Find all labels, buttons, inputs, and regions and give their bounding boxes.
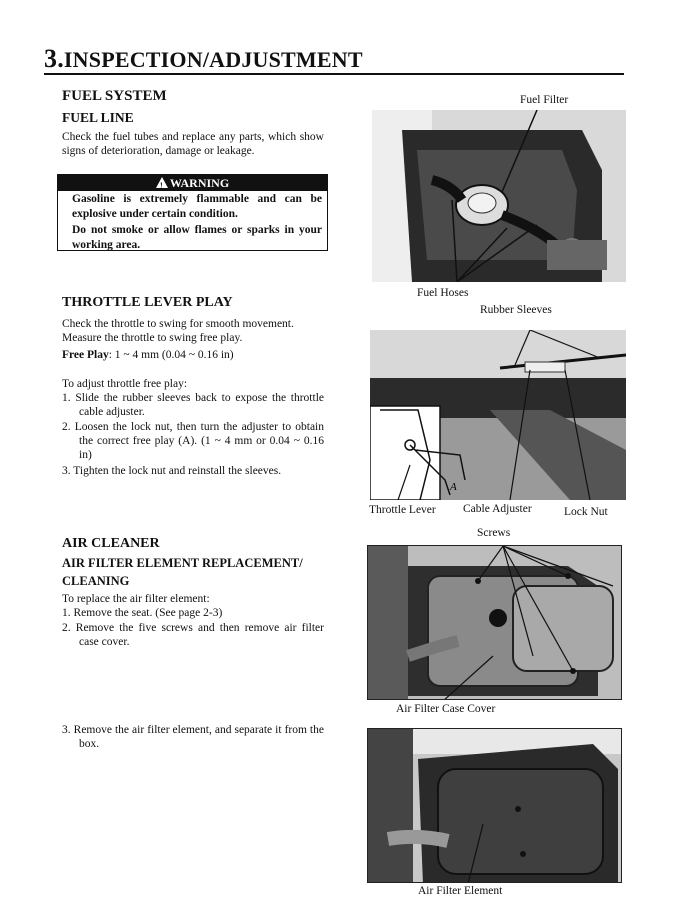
throttle-body: Check the throttle to swing for smooth movement. Measure the throttle to swing free play. — [62, 318, 294, 344]
free-play-a-mark: A — [450, 481, 457, 493]
free-play-value: : 1 ~ 4 mm (0.04 ~ 0.16 in) — [108, 349, 234, 361]
fuel-filter-label: Fuel Filter — [520, 94, 569, 106]
air-filter-case-cover-label: Air Filter Case Cover — [396, 703, 496, 715]
throttle-lever-label: Throttle Lever — [369, 504, 436, 516]
rubber-sleeves-label: Rubber Sleeves — [480, 304, 552, 316]
free-play-spec — [62, 348, 324, 362]
fuel-system-heading: FUEL SYSTEM — [62, 88, 167, 104]
warning-icon — [156, 177, 168, 188]
adjust-intro: To adjust throttle free play: — [62, 378, 188, 390]
air-filter-case-photo — [367, 545, 622, 700]
throttle-step-1: 1. Slide the rubber sleeves back to expose the throttle cable adjuster. — [62, 392, 324, 418]
air-filter-intro: To replace the air filter element: — [62, 593, 210, 605]
cable-adjuster-label: Cable Adjuster — [463, 503, 532, 515]
warning-text-1: Gasoline is extremely flammable and can be explosive under certain condition. — [72, 193, 322, 220]
lock-nut-label: Lock Nut — [564, 506, 608, 518]
throttle-step-2: 2. Loosen the lock nut, then turn the adjuster to obtain the correct free play (A). (1 ~ 4 mm or 0.04 ~ 0.16 in) — [62, 421, 324, 461]
chapter-name: INSPECTION/ADJUSTMENT — [63, 47, 363, 72]
warning-label: WARNING — [169, 176, 230, 190]
chapter-title — [44, 44, 363, 74]
warning-text-2: Do not smoke or allow flames or sparks in your working area. — [72, 224, 322, 251]
warning-header — [58, 175, 327, 191]
throttle-step-3: 3. Tighten the lock nut and reinstall the sleeves. — [62, 465, 282, 477]
fuel-line-heading: FUEL LINE — [62, 110, 134, 125]
air-filter-element-photo — [367, 728, 622, 883]
screws-label: Screws — [477, 527, 511, 539]
fuel-filter-photo — [372, 110, 626, 282]
air-filter-step-1: 1. Remove the seat. (See page 2-3) — [62, 607, 223, 619]
chapter-number: 3. — [44, 44, 64, 73]
free-play-label: Free Play — [62, 349, 109, 361]
air-cleaner-heading: AIR CLEANER — [62, 536, 160, 551]
air-filter-step-2: 2. Remove the five screws and then remove air filter case cover. — [62, 622, 324, 648]
air-filter-step-3: 3. Remove the air filter element, and separate it from the box. — [62, 724, 324, 750]
fuel-hoses-label: Fuel Hoses — [417, 287, 469, 299]
air-filter-element-label: Air Filter Element — [418, 885, 503, 897]
throttle-photo — [370, 330, 626, 500]
warning-box — [57, 174, 328, 251]
air-filter-subheading-2: CLEANING — [62, 574, 130, 588]
header-rule — [44, 73, 624, 75]
air-filter-subheading-1: AIR FILTER ELEMENT REPLACEMENT/ — [62, 556, 303, 570]
fuel-line-body: Check the fuel tubes and replace any parts, which show signs of deterioration, damage or leakage. — [62, 131, 324, 157]
throttle-heading: THROTTLE LEVER PLAY — [62, 295, 233, 310]
